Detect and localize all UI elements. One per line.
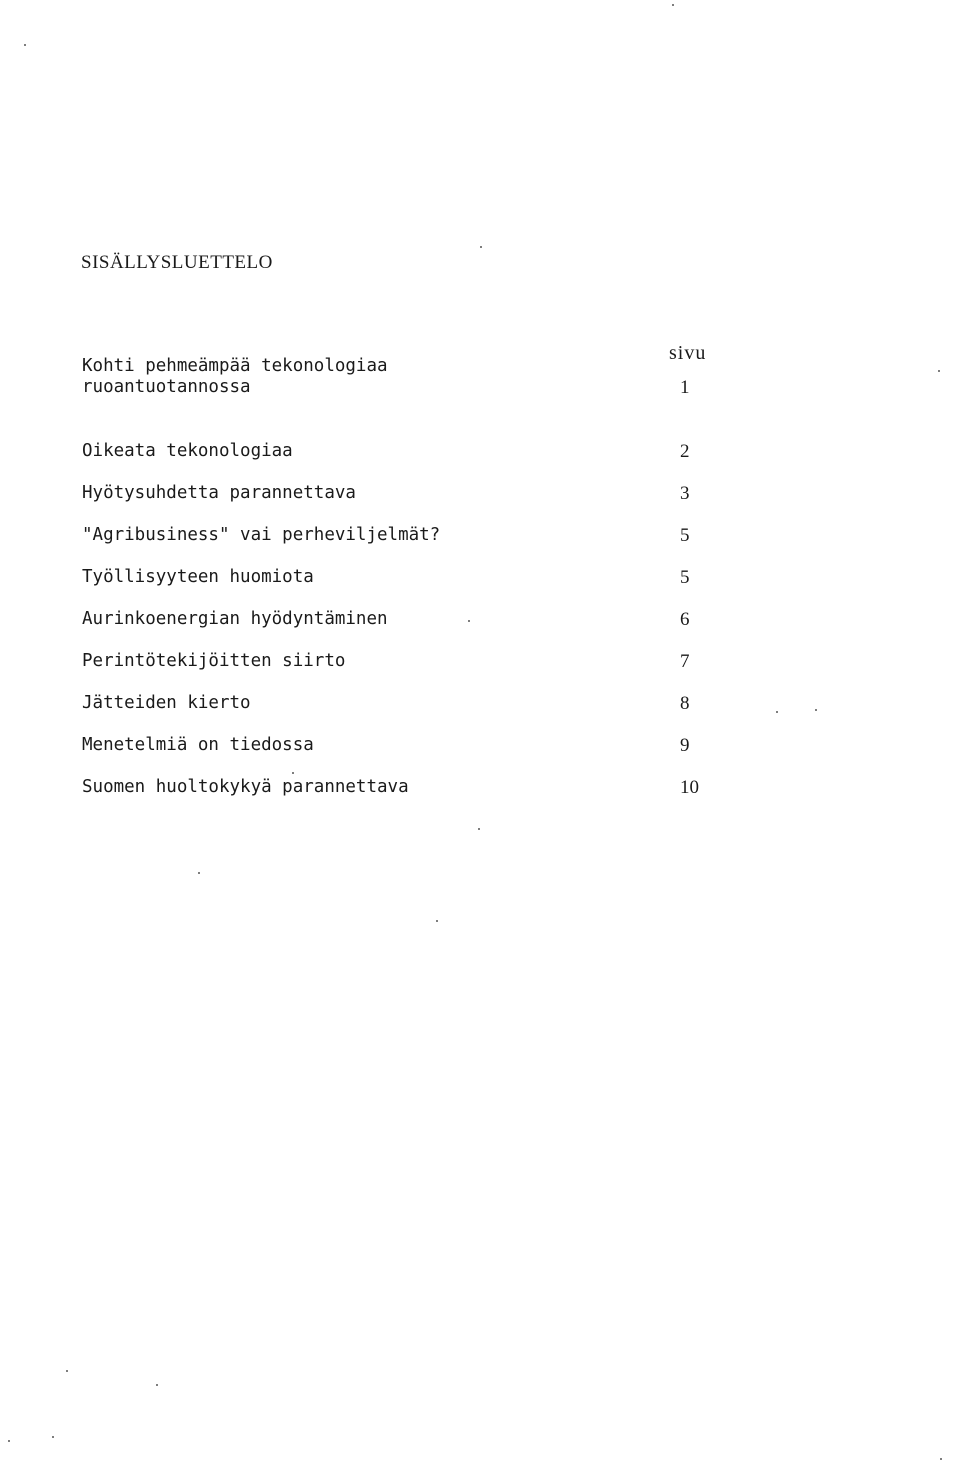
toc-entry-page: 9 (680, 735, 690, 756)
scan-speck (815, 709, 817, 711)
scan-speck (672, 4, 674, 6)
scan-speck (24, 44, 26, 46)
scan-speck (480, 246, 482, 248)
scan-speck (156, 1384, 158, 1386)
toc-entry-title: Aurinkoenergian hyödyntäminen (82, 609, 388, 629)
toc-entry-title: Kohti pehmeämpää tekonologiaa ruoantuotannossa (82, 356, 388, 397)
toc-entry-page: 1 (680, 377, 690, 398)
scan-speck (468, 620, 470, 622)
toc-entry-page: 2 (680, 441, 690, 462)
toc-entry-title: Perintötekijöitten siirto (82, 651, 346, 671)
toc-entry-title: Hyötysuhdetta parannettava (82, 483, 356, 503)
scan-speck (198, 872, 200, 874)
scan-speck (52, 1436, 54, 1438)
scan-speck (940, 1458, 942, 1460)
scan-speck (938, 370, 940, 372)
toc-entry-title: "Agribusiness" vai perheviljelmät? (82, 525, 441, 545)
toc-entry-page: 6 (680, 609, 690, 630)
toc-entry-title: Menetelmiä on tiedossa (82, 735, 314, 755)
scan-speck (66, 1370, 68, 1372)
scan-speck (436, 920, 438, 922)
toc-entry-title: Työllisyyteen huomiota (82, 567, 314, 587)
toc-title: SISÄLLYSLUETTELO (81, 252, 273, 273)
scan-speck (776, 711, 778, 713)
toc-entry-title: Oikeata tekonologiaa (82, 441, 293, 461)
toc-entry-page: 10 (680, 777, 699, 798)
toc-entry-page: 3 (680, 483, 690, 504)
toc-entry-page: 8 (680, 693, 690, 714)
toc-entry-page: 5 (680, 567, 690, 588)
toc-entry-title: Suomen huoltokykyä parannettava (82, 777, 409, 797)
scan-speck (478, 828, 480, 830)
scan-speck (292, 772, 294, 774)
toc-entry-page: 5 (680, 525, 690, 546)
toc-entry-title: Jätteiden kierto (82, 693, 251, 713)
scan-speck (8, 1440, 10, 1442)
page-column-header: sivu (669, 342, 707, 364)
toc-entry-page: 7 (680, 651, 690, 672)
